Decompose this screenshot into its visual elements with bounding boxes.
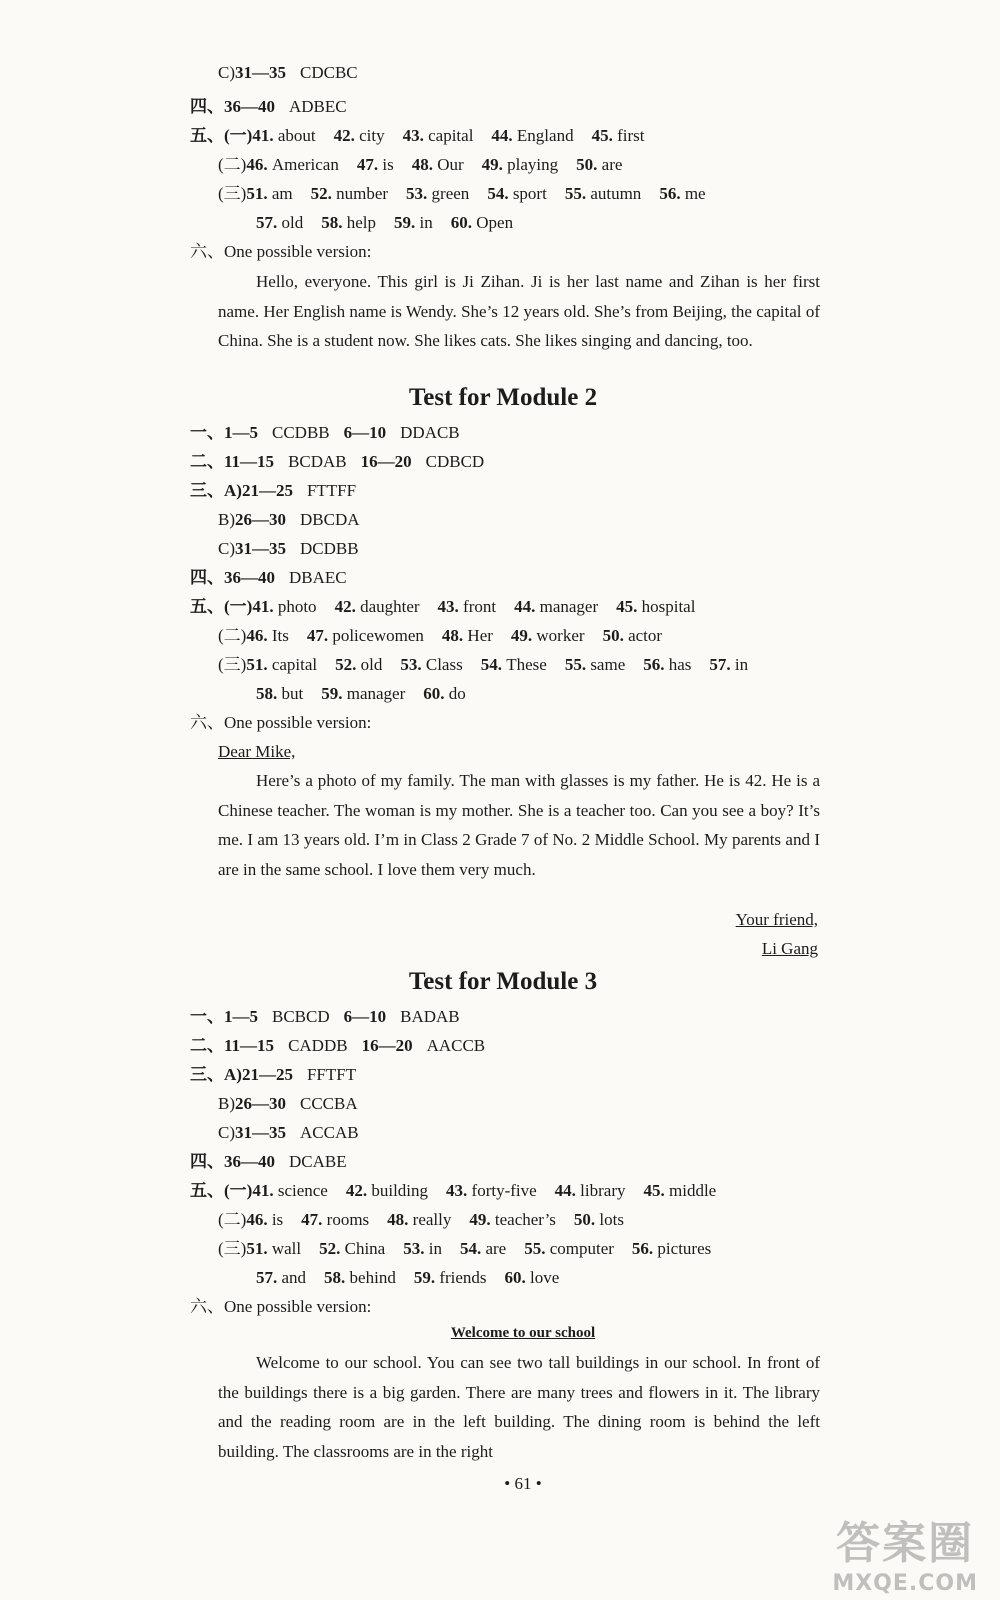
item-answer: me bbox=[684, 184, 706, 203]
item-answer: old bbox=[360, 655, 383, 674]
item-answer: Our bbox=[437, 155, 464, 174]
answer-item bbox=[643, 655, 691, 674]
item-number: 58. bbox=[321, 213, 347, 232]
answer-item bbox=[246, 1239, 301, 1258]
item-number: 50. bbox=[602, 626, 629, 645]
answer-item bbox=[423, 684, 466, 703]
answer-item bbox=[246, 155, 339, 174]
answer-item bbox=[574, 1210, 624, 1229]
answer-item bbox=[256, 684, 303, 703]
item-answer: worker bbox=[536, 626, 585, 645]
item-number: 45. bbox=[643, 1181, 669, 1200]
answer-item bbox=[321, 684, 405, 703]
answer-item bbox=[387, 1210, 451, 1229]
m3-section5-part3: (三)51. wall 52. China 53. in 54. are 55. computer 56. pictures bbox=[218, 1239, 712, 1258]
item-number: 50. bbox=[573, 1210, 600, 1229]
item-answer: first bbox=[617, 126, 645, 145]
item-answer: England bbox=[516, 126, 574, 145]
answer-item bbox=[394, 213, 433, 232]
answer-item bbox=[442, 626, 493, 645]
item-answer: building bbox=[371, 1181, 429, 1200]
item-number: 59. bbox=[413, 1268, 440, 1287]
item-number: 52. bbox=[319, 1239, 345, 1258]
answer-item bbox=[576, 155, 622, 174]
m1-section5-part2: (二)46. American 47. is 48. Our 49. playing 50. are bbox=[218, 155, 623, 174]
m1-section3-c: C)31—35 CDCBC bbox=[218, 63, 358, 82]
item-number: 54. bbox=[487, 184, 513, 203]
item-answer: are bbox=[485, 1239, 507, 1258]
answer-item bbox=[524, 1239, 614, 1258]
item-number: 52. bbox=[335, 655, 361, 674]
item-answer: are bbox=[601, 155, 623, 174]
answer-item bbox=[446, 1181, 537, 1200]
item-number: 43. bbox=[437, 597, 464, 616]
answer-item bbox=[246, 1210, 283, 1229]
item-number: 47. bbox=[306, 626, 333, 645]
m3-section6-label: 六、One possible version: bbox=[190, 1297, 372, 1316]
item-answer: teacher’s bbox=[494, 1210, 556, 1229]
item-answer: really bbox=[412, 1210, 452, 1229]
answer-item bbox=[482, 155, 559, 174]
item-answer: policewomen bbox=[332, 626, 424, 645]
m2-section2: 二、11—15 BCDAB 16—20 CDBCD bbox=[190, 452, 485, 471]
answer-item bbox=[511, 626, 585, 645]
m1-essay: Hello, everyone. This girl is Ji Zihan. Ji is her last name and Zihan is her first name. Her English name is Wendy. She’s 12 years old. She’s from Beijing, the capital of China. She is a student now. She likes cats. She likes singing and dancing, too. bbox=[218, 272, 820, 350]
item-number: 42. bbox=[345, 1181, 372, 1200]
answer-item bbox=[246, 184, 292, 203]
item-answer: capital bbox=[428, 126, 474, 145]
m3-section5-part2: (二)46. is 47. rooms 48. really 49. teacher’s 50. lots bbox=[218, 1210, 624, 1229]
m2-letter-closing: Your friend, bbox=[735, 910, 818, 929]
item-number: 59. bbox=[321, 684, 347, 703]
answer-item bbox=[307, 626, 424, 645]
item-answer: pictures bbox=[657, 1239, 712, 1258]
item-answer: is bbox=[271, 1210, 284, 1229]
m2-section3-a: 三、A)21—25 FTTFF bbox=[190, 481, 357, 500]
item-answer: sport bbox=[512, 184, 547, 203]
answer-item bbox=[246, 626, 289, 645]
answer-item bbox=[487, 184, 547, 203]
item-answer: American bbox=[271, 155, 339, 174]
answer-item bbox=[403, 126, 474, 145]
answer-item bbox=[644, 1181, 717, 1200]
item-number: 60. bbox=[450, 213, 477, 232]
module2-title: Test for Module 2 bbox=[408, 384, 598, 411]
m1-p1-items bbox=[252, 126, 662, 145]
item-answer: Open bbox=[476, 213, 514, 232]
item-number: 47. bbox=[301, 1210, 327, 1229]
item-number: 52. bbox=[310, 184, 337, 203]
m1-section5-part3: (三)51. am 52. number 53. green 54. sport 55. autumn 56. me bbox=[218, 184, 706, 203]
answer-item bbox=[400, 655, 462, 674]
m2-section1: 一、1—5 CCDBB 6—10 DDACB bbox=[190, 423, 460, 442]
item-answer: rooms bbox=[326, 1210, 370, 1229]
item-answer: These bbox=[506, 655, 547, 674]
item-answer: capital bbox=[271, 655, 318, 674]
item-answer: green bbox=[431, 184, 470, 203]
m3-section3-c: C)31—35 ACCAB bbox=[218, 1123, 359, 1142]
item-number: 53. bbox=[406, 184, 432, 203]
item-answer: China bbox=[344, 1239, 386, 1258]
item-answer: wall bbox=[271, 1239, 302, 1258]
item-number: 44. bbox=[514, 597, 540, 616]
item-answer: help bbox=[346, 213, 377, 232]
answer-item bbox=[321, 213, 376, 232]
item-answer: Class bbox=[425, 655, 463, 674]
item-answer: city bbox=[359, 126, 385, 145]
item-number: 55. bbox=[524, 1239, 550, 1258]
item-answer: autumn bbox=[590, 184, 642, 203]
item-number: 44. bbox=[491, 126, 517, 145]
item-number: 53. bbox=[400, 655, 426, 674]
item-answer: Its bbox=[271, 626, 289, 645]
m2-section3-b: B)26—30 DBCDA bbox=[218, 510, 360, 529]
answer-item bbox=[346, 1181, 428, 1200]
watermark-logo: 答案圈 MXQE.COM bbox=[832, 1518, 978, 1596]
item-answer: but bbox=[281, 684, 304, 703]
answer-item bbox=[491, 126, 573, 145]
item-number: 56. bbox=[643, 655, 669, 674]
answer-item bbox=[592, 126, 645, 145]
item-number: 41. bbox=[252, 1181, 278, 1200]
item-number: 42. bbox=[334, 597, 361, 616]
answer-item bbox=[406, 184, 469, 203]
item-answer: in bbox=[419, 213, 433, 232]
m2-essay: Here’s a photo of my family. The man with glasses is my father. He is 42. He is a Chinese teacher. The woman is my mother. She is a teacher too. Can you see a boy? It’s me. I am 13 years old. I’m in Class 2 Grade 7 of No. 2 Middle School. My parents and I are in the same school. I love them very much. bbox=[218, 771, 820, 879]
item-number: 56. bbox=[631, 1239, 658, 1258]
item-number: 54. bbox=[480, 655, 507, 674]
item-number: 57. bbox=[709, 655, 735, 674]
item-number: 49. bbox=[481, 155, 508, 174]
answer-item bbox=[256, 1268, 306, 1287]
item-answer: middle bbox=[669, 1181, 717, 1200]
item-number: 51. bbox=[246, 1239, 272, 1258]
item-number: 41. bbox=[252, 597, 278, 616]
m1-section5-part3-cont bbox=[256, 212, 531, 234]
item-number: 51. bbox=[246, 184, 272, 203]
m2-letter-salutation: Dear Mike, bbox=[218, 742, 296, 761]
answer-item bbox=[616, 597, 695, 616]
item-answer: playing bbox=[507, 155, 559, 174]
answer-item bbox=[469, 1210, 556, 1229]
item-number: 60. bbox=[423, 684, 449, 703]
m3-section5-part3-cont bbox=[256, 1267, 577, 1289]
item-answer: friends bbox=[439, 1268, 487, 1287]
item-number: 55. bbox=[564, 655, 591, 674]
item-number: 43. bbox=[446, 1181, 472, 1200]
answer-item bbox=[565, 655, 625, 674]
item-number: 55. bbox=[564, 184, 591, 203]
answer-item bbox=[252, 1181, 328, 1200]
item-number: 48. bbox=[387, 1210, 413, 1229]
module3-title: Test for Module 3 bbox=[408, 968, 598, 995]
item-answer: in bbox=[428, 1239, 442, 1258]
item-number: 45. bbox=[591, 126, 618, 145]
m2-section5-part1: 五、(一)41. photo 42. daughter 43. front 44. manager 45. hospital bbox=[190, 597, 696, 616]
m3-essay: Welcome to our school. You can see two tall buildings in our school. In front of the buildings there is a big garden. There are many trees and flowers in it. The library and the reading room are in the left building. The dining room is behind the left building. The classrooms are in the right bbox=[218, 1353, 820, 1461]
item-number: 44. bbox=[554, 1181, 581, 1200]
item-answer: has bbox=[668, 655, 692, 674]
item-number: 59. bbox=[394, 213, 420, 232]
answer-item bbox=[252, 126, 315, 145]
item-answer: old bbox=[281, 213, 304, 232]
item-number: 42. bbox=[333, 126, 360, 145]
answer-item bbox=[709, 655, 748, 674]
item-number: 45. bbox=[616, 597, 642, 616]
answer-item bbox=[505, 1268, 560, 1287]
item-answer: daughter bbox=[360, 597, 420, 616]
item-number: 53. bbox=[403, 1239, 429, 1258]
item-number: 49. bbox=[469, 1210, 495, 1229]
answer-item bbox=[451, 213, 513, 232]
item-answer: hospital bbox=[641, 597, 696, 616]
item-answer: science bbox=[277, 1181, 328, 1200]
m2-section5-part3: (三)51. capital 52. old 53. Class 54. These 55. same 56. has 57. in bbox=[218, 655, 749, 674]
item-answer: manager bbox=[346, 684, 406, 703]
item-answer: manager bbox=[539, 597, 599, 616]
answer-item bbox=[481, 655, 547, 674]
page-number: • 61 • bbox=[504, 1474, 542, 1493]
item-number: 49. bbox=[510, 626, 537, 645]
answer-item bbox=[603, 626, 662, 645]
item-answer: Her bbox=[467, 626, 493, 645]
m3-section3-a: 三、A)21—25 FFTFT bbox=[190, 1065, 357, 1084]
item-answer: photo bbox=[277, 597, 317, 616]
item-number: 58. bbox=[256, 684, 282, 703]
item-answer: computer bbox=[549, 1239, 614, 1258]
m3-section4: 四、36—40 DCABE bbox=[190, 1152, 347, 1171]
item-number: 51. bbox=[246, 655, 272, 674]
m2-section3-c: C)31—35 DCDBB bbox=[218, 539, 359, 558]
answer-item bbox=[357, 155, 394, 174]
m1-section6-label: 六、One possible version: bbox=[190, 242, 372, 261]
answer-item bbox=[403, 1239, 442, 1258]
answer-item bbox=[334, 126, 385, 145]
item-number: 41. bbox=[252, 126, 278, 145]
answer-item bbox=[565, 184, 642, 203]
item-answer: and bbox=[281, 1268, 307, 1287]
answer-item bbox=[335, 597, 420, 616]
answer-item bbox=[460, 1239, 506, 1258]
item-number: 46. bbox=[246, 155, 272, 174]
item-number: 50. bbox=[576, 155, 602, 174]
m2-section5-part2: (二)46. Its 47. policewomen 48. Her 49. worker 50. actor bbox=[218, 626, 663, 645]
item-number: 60. bbox=[504, 1268, 531, 1287]
m1-section5-part1: 五、(一)41. about 42. city 43. capital 44. England 45. first bbox=[190, 125, 662, 147]
answer-item bbox=[246, 655, 317, 674]
m3-section2: 二、11—15 CADDB 16—20 AACCB bbox=[190, 1036, 486, 1055]
answer-item bbox=[514, 597, 598, 616]
answer-item bbox=[659, 184, 705, 203]
answer-item bbox=[324, 1268, 396, 1287]
item-answer: in bbox=[734, 655, 749, 674]
item-answer: love bbox=[530, 1268, 560, 1287]
answer-item bbox=[311, 184, 388, 203]
answer-item bbox=[335, 655, 382, 674]
item-answer: same bbox=[590, 655, 626, 674]
answer-item bbox=[252, 597, 316, 616]
answer-item bbox=[301, 1210, 369, 1229]
item-answer: front bbox=[463, 597, 497, 616]
answer-item bbox=[555, 1181, 626, 1200]
item-answer: behind bbox=[349, 1268, 396, 1287]
m2-section6-label: 六、One possible version: bbox=[190, 713, 372, 732]
answer-item bbox=[256, 213, 303, 232]
item-number: 46. bbox=[246, 626, 272, 645]
m3-section5-part1: 五、(一)41. science 42. building 43. forty-five 44. library 45. middle bbox=[190, 1181, 717, 1200]
m2-section4: 四、36—40 DBAEC bbox=[190, 568, 347, 587]
item-number: 58. bbox=[324, 1268, 350, 1287]
item-number: 48. bbox=[441, 626, 468, 645]
item-number: 46. bbox=[246, 1210, 272, 1229]
answer-item bbox=[414, 1268, 487, 1287]
item-answer: actor bbox=[628, 626, 663, 645]
item-number: 54. bbox=[459, 1239, 486, 1258]
m3-section1: 一、1—5 BCBCD 6—10 BADAB bbox=[190, 1007, 460, 1026]
item-answer: number bbox=[336, 184, 389, 203]
answer-item bbox=[412, 155, 464, 174]
item-number: 57. bbox=[256, 1268, 282, 1287]
item-number: 47. bbox=[356, 155, 383, 174]
item-number: 48. bbox=[411, 155, 438, 174]
item-answer: am bbox=[271, 184, 293, 203]
answer-item bbox=[438, 597, 497, 616]
item-number: 57. bbox=[256, 213, 282, 232]
item-answer: lots bbox=[599, 1210, 624, 1229]
m2-section5-part3-cont bbox=[256, 683, 484, 705]
answer-item bbox=[319, 1239, 385, 1258]
m2-letter-signature: Li Gang bbox=[761, 939, 818, 958]
item-number: 43. bbox=[402, 126, 429, 145]
m3-essay-title: Welcome to our school bbox=[450, 1325, 596, 1341]
m1-section4: 四、36—40 ADBEC bbox=[190, 97, 347, 116]
answer-item bbox=[632, 1239, 711, 1258]
item-answer: library bbox=[580, 1181, 626, 1200]
item-answer: do bbox=[448, 684, 466, 703]
item-answer: forty-five bbox=[471, 1181, 537, 1200]
item-answer: about bbox=[277, 126, 316, 145]
item-answer: is bbox=[382, 155, 394, 174]
m3-section3-b: B)26—30 CCCBA bbox=[218, 1094, 358, 1113]
item-number: 56. bbox=[659, 184, 685, 203]
